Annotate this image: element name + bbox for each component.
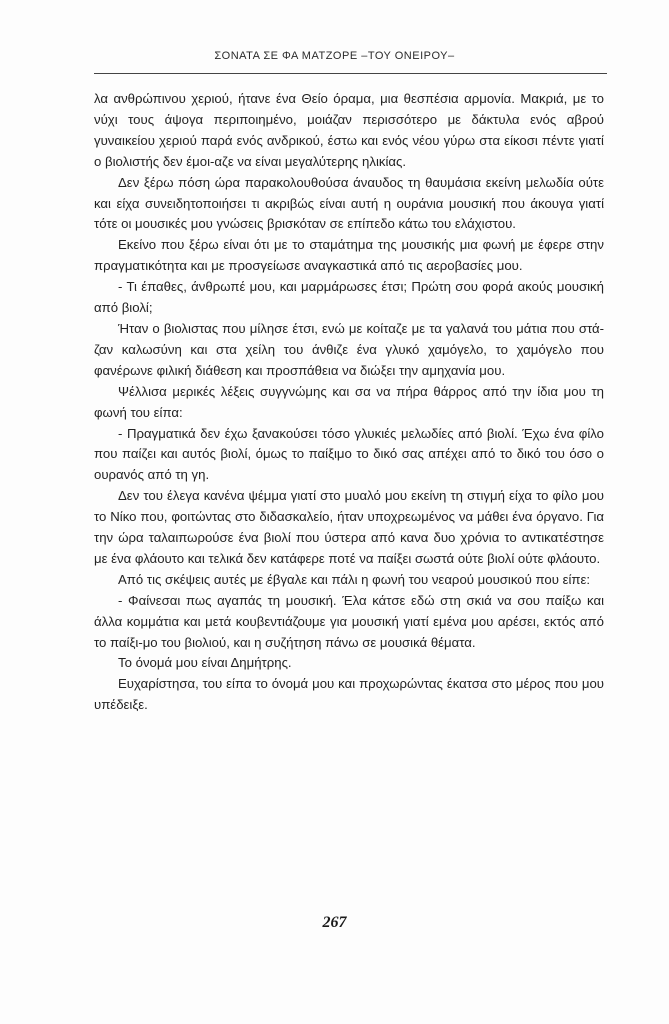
paragraph: - Πραγματικά δεν έχω ξανακούσει τόσο γλυκιές μελωδίες από βιολί. Έχω ένα φίλο που παίζει και αυτός βιολί, όμως το παίξιμο το δικό σας απέχει από το δικό του όσο ο ουρανός από τη γη. — [94, 425, 604, 483]
paragraph: Ευχαρίστησα, του είπα το όνομά μου και προχωρώντας έκατσα στο μέρος που μου υπέδειξε. — [94, 676, 604, 713]
paragraph: λα ανθρώπινου χεριού, ήτανε ένα Θείο όραμα, μια θεσπέσια αρμονία. Μακριά, με το νύχι τους άψογα περιποιημένο, μοιάζαν περισσότερο με δάκτυλα ενός αβρού γυναικείου χεριού παρά ενός ανδρικού, έστω και ενός νέου γύρω στα είκοσι πέντε γιατί ο βιολιστής δεν έμοι-αζε να είναι μεγαλύτερης ηλικίας. — [94, 91, 604, 169]
paragraph: Ήταν ο βιολιστας που μίλησε έτσι, ενώ με κοίταζε με τα γαλανά του μάτια που στά-ζαν καλωσύνη και στα χείλη του άνθιζε ένα γλυκό χαμόγελο, το χαμόγελο που φανέρωνε φιλική διάθεση και προσπάθεια να διώξει την αμηχανία μου. — [94, 320, 604, 378]
header-rule — [94, 73, 607, 74]
body-text — [94, 89, 604, 716]
paragraph: Εκείνο που ξέρω είναι ότι με το σταμάτημα της μουσικής μια φωνή με έφερε στην πραγματικότητα και με προσγείωσε αναγκαστικά από τις αεροβασίες μου. — [94, 237, 604, 274]
paragraph: Το όνομά μου είναι Δημήτρης. — [118, 655, 292, 671]
paragraph: Από τις σκέψεις αυτές με έβγαλε και πάλι η φωνή του νεαρού μουσικού που είπε: — [118, 571, 591, 587]
paragraph: - Φαίνεσαι πως αγαπάς τη μουσική. Έλα κάτσε εδώ στη σκιά να σου παίξω και άλλα κομμάτια και μετά κουβεντιάζουμε για μουσική γιατί εμένα μου αρέσει, εκτός από το παίξι-μο του βιολιού, και η συζήτηση πάνω σε μουσικά θέματα. — [94, 592, 604, 650]
page-number: 267 — [322, 914, 347, 931]
paragraph: Δεν του έλεγα κανένα ψέμμα γιατί στο μυαλό μου εκείνη τη στιγμή είχα το φίλο μου το Νίκο που, φοιτώντας στο διδασκαλείο, ήταν υποχρεωμένος να μάθει ένα όργανο. Για την ώρα ταλαιπωρούσε ένα βιολί που ύστερα από κανα δυο χρόνια το αντικατέστησε με ένα φλάουτο και τελικά δεν κατάφερε ποτέ να παίξει σωστά ούτε βιολί ούτε φλάουτο. — [94, 488, 604, 566]
paragraph: Ψέλλισα μερικές λέξεις συγγνώμης και σα να πήρα θάρρος από την ίδια μου τη φωνή του είπα: — [94, 383, 604, 420]
paragraph: - Τι έπαθες, άνθρωπέ μου, και μαρμάρωσες έτσι; Πρώτη σου φορά ακούς μουσική από βιολί; — [94, 279, 604, 316]
running-header-title: ΣΟΝΑΤΑ ΣΕ ΦΑ ΜΑΤΖΟΡΕ –ΤΟΥ ΟΝΕΙΡΟΥ– — [214, 50, 455, 62]
paragraph: Δεν ξέρω πόση ώρα παρακολουθούσα άναυδος τη θαυμάσια εκείνη μελωδία ούτε και είχα συνειδητοποιήσει τι ακριβώς είναι αυτή η ουράνια μουσική που άκουγα γιατί τότε οι μουσικές μου γνώσεις βρισκόταν σε επίπεδο κάτω του ελάχιστου. — [94, 174, 604, 232]
